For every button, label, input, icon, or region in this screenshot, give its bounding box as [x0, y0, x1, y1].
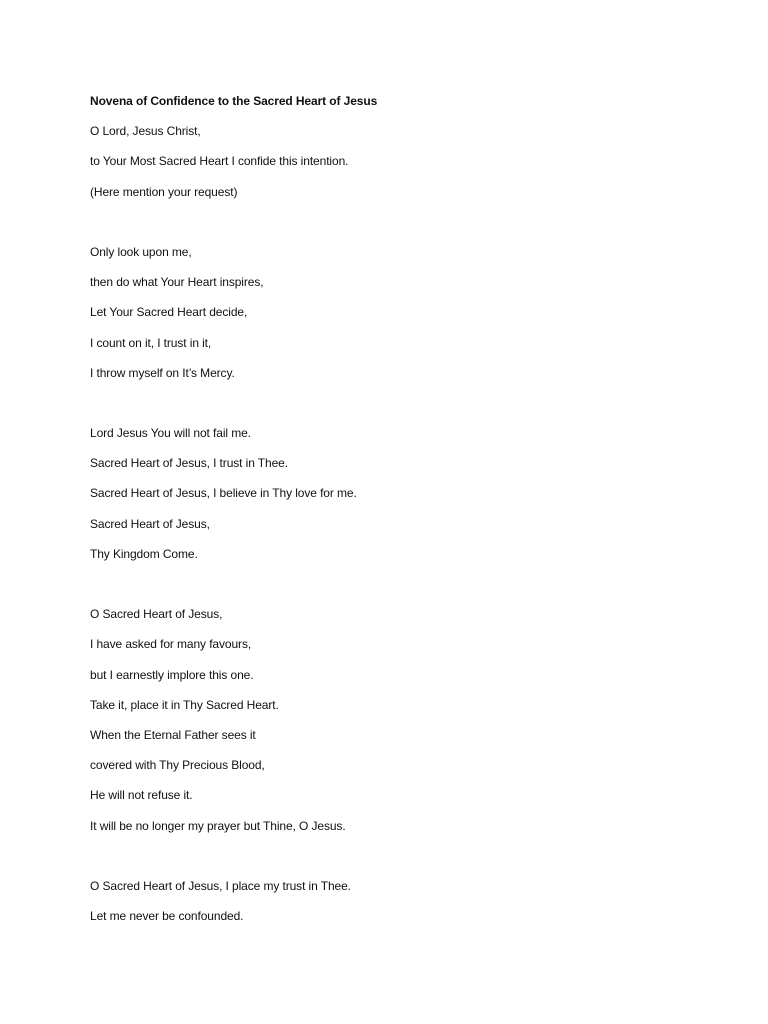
prayer-line: but I earnestly implore this one. [90, 667, 254, 682]
prayer-line: (Here mention your request) [90, 184, 238, 199]
prayer-line: Take it, place it in Thy Sacred Heart. [90, 697, 279, 712]
prayer-line: Sacred Heart of Jesus, I believe in Thy love for me. [90, 486, 357, 501]
prayer-line: Let Your Sacred Heart decide, [90, 305, 248, 320]
prayer-line: O Lord, Jesus Christ, [90, 124, 201, 139]
prayer-line: O Sacred Heart of Jesus, [90, 607, 223, 622]
stanza-gap [90, 393, 710, 423]
prayer-line: covered with Thy Precious Blood, [90, 758, 265, 773]
stanza-gap [90, 212, 710, 242]
prayer-line: Sacred Heart of Jesus, [90, 516, 210, 531]
prayer-line: He will not refuse it. [90, 788, 193, 803]
prayer-line: It will be no longer my prayer but Thine, O Jesus. [90, 818, 346, 833]
prayer-line: O Sacred Heart of Jesus, I place my trust in Thee. [90, 878, 351, 893]
prayer-line: Sacred Heart of Jesus, I trust in Thee. [90, 456, 288, 471]
prayer-line: Lord Jesus You will not fail me. [90, 426, 251, 441]
prayer-line: then do what Your Heart inspires, [90, 275, 264, 290]
prayer-line: to Your Most Sacred Heart I confide this intention. [90, 154, 349, 169]
prayer-line: Let me never be confounded. [90, 909, 244, 924]
stanza-gap [90, 574, 710, 604]
stanza-gap [90, 846, 710, 876]
document-title: Novena of Confidence to the Sacred Heart of Jesus [90, 94, 378, 108]
prayer-line: I count on it, I trust in it, [90, 335, 212, 350]
prayer-line: Only look upon me, [90, 244, 192, 259]
prayer-line: When the Eternal Father sees it [90, 727, 256, 742]
prayer-line: I have asked for many favours, [90, 637, 252, 652]
prayer-line: Thy Kingdom Come. [90, 546, 198, 561]
prayer-line: I throw myself on It’s Mercy. [90, 365, 235, 380]
prayer-text [90, 91, 710, 936]
